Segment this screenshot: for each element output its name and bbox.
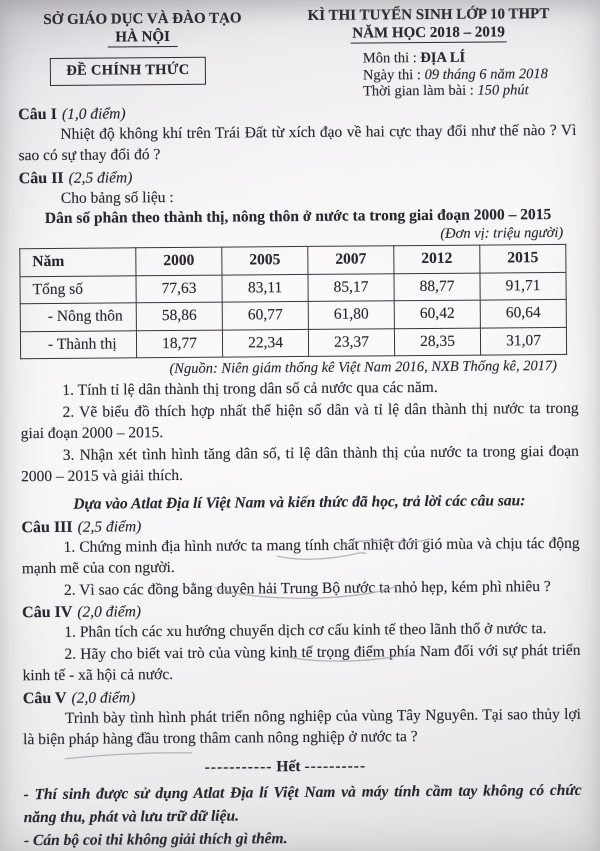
table-header-cell: 2012 [394,245,480,273]
data-table-unit: (Đơn vị: triệu người) [440,224,564,242]
section-cau-iii [21,514,580,601]
table-row [20,272,566,304]
exam-meta [363,49,576,100]
table-cell: 83,11 [222,274,308,302]
table-row [20,327,566,359]
section-cau-i [18,101,576,166]
atlat-instruction: Dựa vào Atlat Địa lí Việt Nam và kiến thức đã học, trả lời các câu sau: [73,491,526,513]
exam-date-line [363,65,576,83]
subject-value: ĐỊA LÍ [420,49,466,67]
task-item: 2. Hãy cho biết vai trò của vùng kinh tế trọng điểm phía Nam đối với sự phát triển kinh tế - xã hội cả nước. [22,641,581,685]
table-cell: 77,63 [136,275,222,303]
question-text: Trình bày tình hình phát triển nông nghiệp của vùng Tây Nguyên. Tại sao thủy lợi là biện pháp hàng đầu trong thâm canh nông nghiệp ở nước ta ? [23,705,582,749]
exam-title-block [267,6,576,101]
date-value: 09 tháng 6 năm 2018 [424,65,548,83]
table-header-cell: Năm [20,248,136,276]
table-cell: 22,34 [222,329,308,357]
table-header-cell: 2000 [136,247,222,275]
table-header-cell: 2015 [480,244,566,272]
question-points: (2,0 điểm) [77,603,142,621]
department-block [17,8,268,86]
date-label: Ngày thi : [362,66,425,83]
row-label: - Nông thôn [20,303,136,331]
table-source: (Nguồn: Niên giám thống kê Việt Nam 2016, NXB Thống kê, 2017) [169,357,558,378]
table-cell: 58,86 [136,302,222,330]
table-cell: 60,42 [394,300,480,328]
question-points: (2,5 điểm) [77,517,142,536]
table-cell: 88,77 [394,273,480,301]
table-header-cell: 2007 [308,246,394,274]
table-cell: 85,17 [308,273,394,301]
duration-label: Thời gian làm bài : [362,82,478,100]
section-cau-ii [19,165,579,487]
task-item: 2. Vẽ biểu đồ thích hợp nhất thể hiện số dân và tỉ lệ dân thành thị nước ta trong giai đoạn 2000 – 2015. [20,399,579,443]
row-label: - Thành thị [20,330,136,358]
table-cell: 60,77 [222,301,308,329]
question-number: Câu IV [22,603,73,622]
question-points: (2,5 điểm) [68,168,133,187]
table-cell: 61,80 [308,301,394,329]
subject-line: Môn thi : ĐỊA LÍ [362,49,466,67]
row-label: Tổng số [20,275,136,303]
official-exam-stamp: ĐỀ CHÍNH THỨC [50,57,205,86]
task-item: 1. Chứng minh địa hình nước ta mang tính chất nhiệt đới gió mùa và chịu tác động mạnh mẽ của con người. [21,534,580,578]
data-table-title: Dân số phân theo thành thị, nông thôn ở nước ta trong giai đoạn 2000 – 2015 [44,206,552,227]
section-cau-iv [22,600,581,687]
task-item: 1. Phân tích các xu hướng chuyển dịch cơ cấu kinh tế theo lãnh thổ ở nước ta. [64,620,547,641]
page-header [17,6,576,103]
exam-school-year: NĂM HỌC 2018 – 2019 [350,24,507,43]
footer-note: - Thí sinh được sử dụng Atlat Địa lí Việt Nam và máy tính cầm tay không có chức năng thu, phát và lưu trữ dữ liệu. [23,781,582,826]
department-city: HÀ NỘI [107,29,178,48]
duration-line [363,82,576,100]
section-cau-v [23,685,581,750]
question-points: (2,0 điểm) [71,688,136,707]
table-row [20,299,566,331]
table-intro: Cho bảng số liệu : [60,188,174,207]
table-cell: 31,07 [480,327,566,355]
question-text: Nhiệt độ không khí trên Trái Đất từ xích đạo về hai cực thay đổi như thế nào ? Vì sao có sự thay đổi đó ? [18,121,577,165]
end-label: Hết [276,757,301,775]
table-cell: 18,77 [136,330,222,358]
task-item: 1. Tính tỉ lệ dân thành thị trong dân số cả nước qua các năm. [62,378,438,399]
table-cell: 23,37 [308,328,394,356]
population-table [19,244,567,359]
question-number: Câu V [22,689,67,707]
table-cell: 28,35 [394,328,480,356]
table-header-row [20,244,566,276]
question-number: Câu III [21,518,73,536]
table-cell: 91,71 [480,272,566,300]
table-header-cell: 2005 [222,246,308,274]
task-item: 3. Nhận xét tình hình tăng dân số, tỉ lệ dân thành thị của nước ta trong giai đoạn 2000 – 2015 và giải thích. [20,442,579,486]
question-number: Câu II [18,169,64,187]
end-marker: ----------- Hết ---------- [204,756,367,776]
duration-value: 150 phút [477,82,529,99]
department-name: SỞ GIÁO DỤC VÀ ĐÀO TẠO [43,10,242,29]
subject-label: Môn thi [362,50,410,67]
table-cell: 60,64 [480,299,566,327]
task-item: 2. Vì sao các đồng bằng duyên hải Trung Bộ nước ta nhỏ hẹp, kém phì nhiêu ? [63,577,551,599]
footer-note: - Cán bộ coi thi không giải thích gì thêm. [23,829,288,849]
question-number: Câu I [18,105,57,123]
exam-title: KÌ THI TUYỂN SINH LỚP 10 THPT [307,6,550,24]
question-points: (1,0 điểm) [61,104,126,123]
